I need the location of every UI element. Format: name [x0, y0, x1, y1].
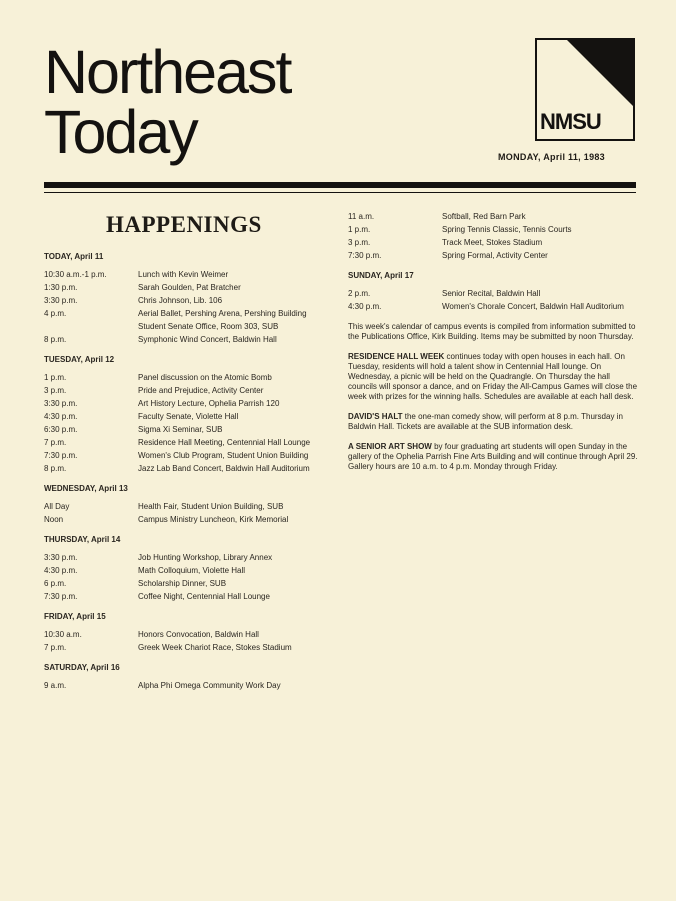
event-time: 11 a.m. — [348, 212, 375, 221]
day-heading: SATURDAY, April 16 — [44, 663, 120, 672]
event-description: Sarah Goulden, Pat Bratcher — [138, 283, 241, 292]
event-time: 7:30 p.m. — [44, 451, 78, 460]
event-row — [348, 251, 638, 261]
event-row — [44, 322, 330, 332]
event-time — [44, 322, 138, 332]
event-row — [348, 225, 638, 235]
nmsu-logo — [535, 38, 635, 141]
section-heading: HAPPENINGS — [106, 212, 262, 237]
event-description: Softball, Red Barn Park — [442, 212, 526, 221]
logo-triangle — [567, 40, 633, 106]
day-heading: WEDNESDAY, April 13 — [44, 484, 128, 493]
event-description: Campus Ministry Luncheon, Kirk Memorial — [138, 515, 289, 524]
event-description: Faculty Senate, Violette Hall — [138, 412, 239, 421]
event-time: 4:30 p.m. — [44, 412, 78, 421]
left-column — [44, 252, 330, 694]
masthead-title-line1: Northeast — [44, 38, 291, 106]
event-row — [44, 630, 330, 640]
masthead-title — [44, 38, 291, 166]
event-time: 10:30 a.m. — [44, 630, 82, 639]
event-description: Spring Tennis Classic, Tennis Courts — [442, 225, 572, 234]
event-description: Art History Lecture, Ophelia Parrish 120 — [138, 399, 280, 408]
event-row — [348, 302, 638, 312]
announcement-text: the one-man comedy show, will perform at 8 p.m. Thursday in Baldwin Hall. Tickets are available at the SUB information desk. — [348, 412, 623, 431]
logo-text: NMSU — [540, 109, 601, 134]
event-time: 6 p.m. — [44, 579, 67, 588]
announcement-text: continues today with open houses in each hall. On Tuesday, residents will hold a talent show in Centennial Hall lounge. On Wednesday, a picnic will be held on the Quadrangle. On Thursday the hall councils will sponsor a dance, and on Friday the All-Campus Games will close the week with prizes for the winning halls. Schedules are available at each hall desk. — [348, 352, 638, 401]
event-row — [348, 238, 638, 248]
announcement-lead: DAVID'S HALT — [348, 412, 403, 421]
event-row — [44, 296, 330, 306]
event-time: 7 p.m. — [44, 643, 67, 652]
event-row — [44, 283, 330, 293]
event-description: Greek Week Chariot Race, Stokes Stadium — [138, 643, 292, 652]
event-row — [44, 399, 330, 409]
event-time: 10:30 a.m.-1 p.m. — [44, 270, 107, 279]
announcement-lead: RESIDENCE HALL WEEK — [348, 352, 445, 361]
announcement-paragraph — [348, 352, 638, 402]
event-description: Math Colloquium, Violette Hall — [138, 566, 246, 575]
masthead-rule-thin — [44, 192, 636, 193]
event-time: 9 a.m. — [44, 681, 67, 690]
event-description: Student Senate Office, Room 303, SUB — [138, 322, 279, 331]
event-time: 6:30 p.m. — [44, 425, 78, 434]
event-description: Spring Formal, Activity Center — [442, 251, 548, 260]
event-row — [348, 212, 638, 222]
event-description: Pride and Prejudice, Activity Center — [138, 386, 264, 395]
event-time: 3 p.m. — [348, 238, 371, 247]
issue-date: MONDAY, April 11, 1983 — [498, 152, 605, 162]
event-description: Aerial Ballet, Pershing Arena, Pershing Building — [138, 309, 307, 318]
event-row — [44, 412, 330, 422]
announcements — [348, 322, 638, 472]
masthead-title-line2: Today — [44, 98, 197, 166]
event-row — [44, 592, 330, 602]
day-heading: TUESDAY, April 12 — [44, 355, 115, 364]
announcement-lead: A SENIOR ART SHOW — [348, 442, 432, 451]
event-time: 1 p.m. — [348, 225, 371, 234]
announcement-text: by four graduating art students will open Sunday in the gallery of the Ophelia Parrish Fine Arts Building and will continue through April 29. Gallery hours are 10 a.m. to 4 p.m. Monday through Friday. — [348, 442, 638, 471]
event-time: 3:30 p.m. — [44, 553, 78, 562]
event-time: 7:30 p.m. — [44, 592, 78, 601]
day-heading: TODAY, April 11 — [44, 252, 104, 261]
event-row — [44, 464, 330, 474]
event-time: 7 p.m. — [44, 438, 67, 447]
event-description: Jazz Lab Band Concert, Baldwin Hall Auditorium — [138, 464, 310, 473]
event-row — [44, 309, 330, 319]
event-time: 8 p.m. — [44, 464, 67, 473]
event-time: 3:30 p.m. — [44, 296, 78, 305]
right-top-events — [348, 212, 638, 261]
event-description: Chris Johnson, Lib. 106 — [138, 296, 223, 305]
event-row — [44, 373, 330, 383]
event-description: Job Hunting Workshop, Library Annex — [138, 553, 273, 562]
event-row — [44, 335, 330, 345]
event-time: 4:30 p.m. — [44, 566, 78, 575]
event-time: 2 p.m. — [348, 289, 371, 298]
event-row — [44, 515, 330, 525]
event-row — [44, 553, 330, 563]
event-description: Coffee Night, Centennial Hall Lounge — [138, 592, 270, 601]
event-time: 4:30 p.m. — [348, 302, 382, 311]
day-heading: FRIDAY, April 15 — [44, 612, 106, 621]
event-time: 8 p.m. — [44, 335, 67, 344]
event-time: All Day — [44, 502, 70, 511]
event-time: 1 p.m. — [44, 373, 67, 382]
event-description: Sigma Xi Seminar, SUB — [138, 425, 223, 434]
right-column — [348, 212, 638, 472]
event-row — [44, 425, 330, 435]
day-heading: THURSDAY, April 14 — [44, 535, 121, 544]
announcement-paragraph — [348, 412, 638, 432]
event-row — [44, 438, 330, 448]
event-row — [44, 386, 330, 396]
event-row — [44, 502, 330, 512]
event-row — [44, 643, 330, 653]
event-description: Lunch with Kevin Weimer — [138, 270, 229, 279]
masthead-rule-thick — [44, 182, 636, 188]
event-time: 1:30 p.m. — [44, 283, 78, 292]
event-description: Residence Hall Meeting, Centennial Hall Lounge — [138, 438, 311, 447]
event-description: Scholarship Dinner, SUB — [138, 579, 227, 588]
event-description: Panel discussion on the Atomic Bomb — [138, 373, 272, 382]
event-description: Honors Convocation, Baldwin Hall — [138, 630, 259, 639]
announcement-paragraph — [348, 442, 638, 472]
sunday-events — [348, 289, 638, 312]
event-row — [44, 681, 330, 691]
event-row — [44, 579, 330, 589]
event-row — [44, 270, 330, 280]
event-description: Women's Club Program, Student Union Building — [138, 451, 309, 460]
event-row — [44, 566, 330, 576]
event-time: 4 p.m. — [44, 309, 67, 318]
event-row — [44, 451, 330, 461]
event-description: Alpha Phi Omega Community Work Day — [138, 681, 281, 690]
event-time: Noon — [44, 515, 64, 524]
event-time: 3 p.m. — [44, 386, 67, 395]
event-row — [348, 289, 638, 299]
event-description: Health Fair, Student Union Building, SUB — [138, 502, 284, 511]
event-description: Senior Recital, Baldwin Hall — [442, 289, 541, 298]
event-description: Symphonic Wind Concert, Baldwin Hall — [138, 335, 277, 344]
event-time: 3:30 p.m. — [44, 399, 78, 408]
announcement-paragraph — [348, 322, 638, 342]
event-description: Track Meet, Stokes Stadium — [442, 238, 543, 247]
event-time: 7:30 p.m. — [348, 251, 382, 260]
day-heading-sunday: SUNDAY, April 17 — [348, 271, 414, 280]
announcement-text: This week's calendar of campus events is compiled from information submitted to the Publications Office, Kirk Building. Items may be submitted by noon Thursday. — [348, 322, 636, 341]
event-description: Women's Chorale Concert, Baldwin Hall Auditorium — [442, 302, 624, 311]
